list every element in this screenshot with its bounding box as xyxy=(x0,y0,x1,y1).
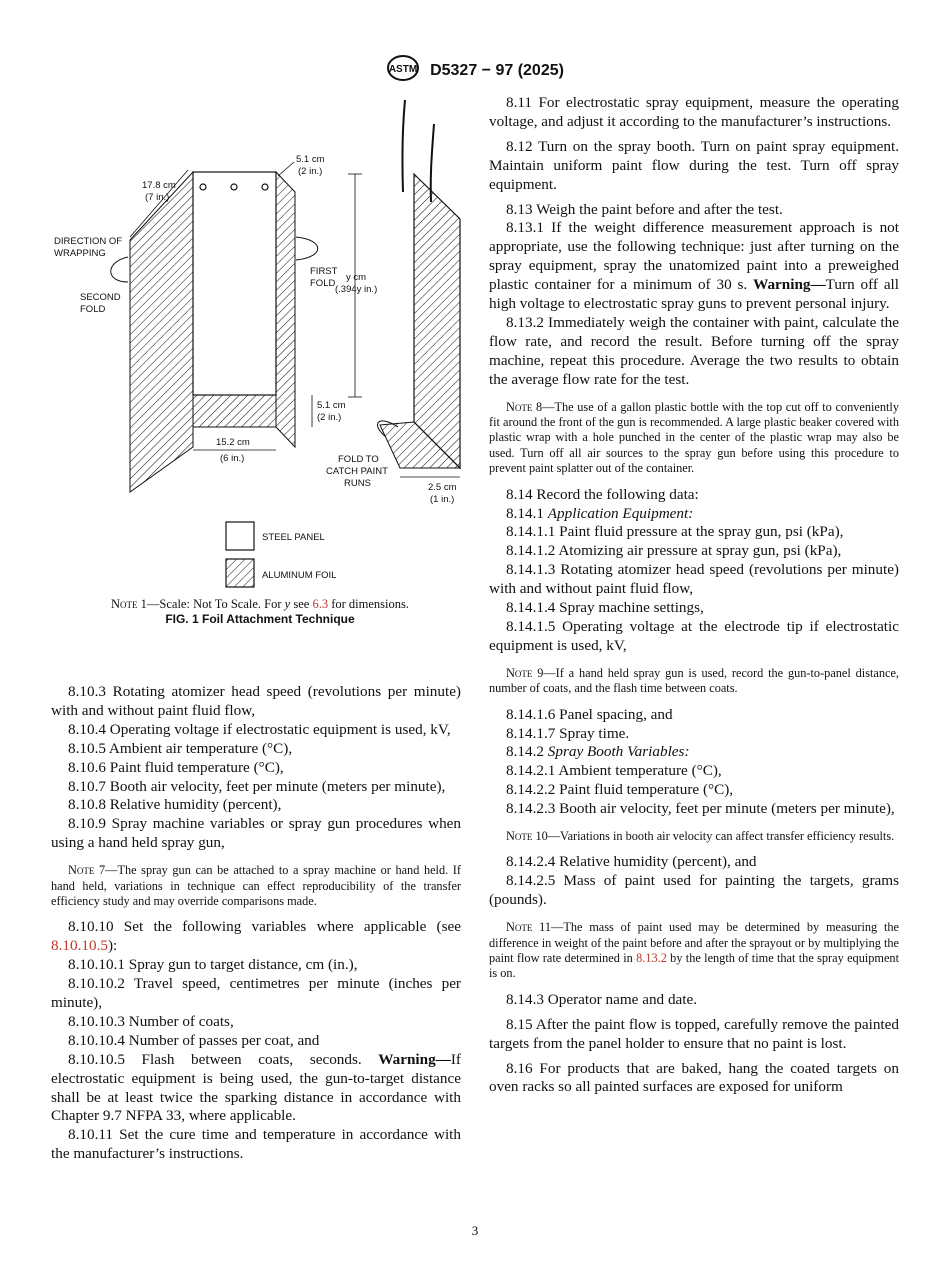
para-8-14-2-1: 8.14.2.1 Ambient temperature (°C), xyxy=(506,762,722,780)
second-fold-label-2: FOLD xyxy=(80,304,106,315)
para-8-12: 8.12 Turn on the spray booth. Turn on paint spray equipment. Maintain uniform paint flow during the test. Turn off spray equipment. xyxy=(489,137,899,193)
steel-panel xyxy=(193,172,276,395)
page-header xyxy=(0,54,950,87)
para-8-14-2-4: 8.14.2.4 Relative humidity (percent), and xyxy=(506,853,757,871)
fold-catch-label-3: RUNS xyxy=(344,478,371,489)
page-number: 3 xyxy=(471,1223,479,1238)
para-8-13: 8.13 Weigh the paint before and after the test. xyxy=(506,200,783,218)
para-8-16: 8.16 For products that are baked, hang the coated targets on oven racks so all painted surfaces are exposed for uniform xyxy=(489,1059,899,1096)
width-dim-label-in: (6 in.) xyxy=(220,453,245,464)
para-8-10-10: 8.10.10 Set the following variables where applicable (see 8.10.10.5): xyxy=(51,918,461,955)
note-8: Note 8—The use of a gallon plastic bottle with the top cut off to conveniently fit around the front of the gun is recommended. A large plastic beaker covered with plastic wrap with a hole punched in the center of the plastic wrap may also be used. Turn off all air sources to the spray gun before using this procedure to prevent paint splatter out of the container. xyxy=(489,399,899,476)
lip-dim-label-in: (1 in.) xyxy=(430,494,455,505)
para-8-10-10-1: 8.10.10.1 Spray gun to target distance, cm (in.), xyxy=(68,956,358,974)
section-8-10-10-5-link[interactable]: 8.10.10.5 xyxy=(51,937,108,955)
para-8-10-5: 8.10.5 Ambient air temperature (°C), xyxy=(68,739,293,757)
legend-foil-swatch xyxy=(226,559,254,587)
para-8-10-11: 8.10.11 Set the cure time and temperature in accordance with the manufacturer’s instructions. xyxy=(51,1126,461,1163)
dim-top-label: 5.1 cm xyxy=(296,154,325,165)
fold-catch-label: FOLD TO xyxy=(338,454,379,465)
para-8-13-2: 8.13.2 Immediately weigh the container with paint, calculate the flow rate, and record the result. Before turning off the spray machine, repeat this procedure. Average the two results to obtain the average flow rate for the test. xyxy=(489,313,899,388)
width-dim-label: 15.2 cm xyxy=(216,437,250,448)
section-6-3-link[interactable]: 6.3 xyxy=(312,597,329,611)
first-fold-arrow xyxy=(296,237,318,260)
dim-top-label-in: (2 in.) xyxy=(298,166,323,177)
bottom-dim-label-in: (2 in.) xyxy=(317,412,342,423)
legend-steel-label: STEEL PANEL xyxy=(262,532,325,543)
para-8-10-7: 8.10.7 Booth air velocity, feet per minute (meters per minute), xyxy=(68,777,446,795)
direction-label-2: WRAPPING xyxy=(54,248,106,259)
para-8-14: 8.14 Record the following data: xyxy=(506,485,699,503)
para-8-14-1-5: 8.14.1.5 Operating voltage at the electrode tip if electrostatic equipment is used, kV, xyxy=(489,617,899,654)
para-8-14-1-7: 8.14.1.7 Spray time. xyxy=(506,724,630,742)
figure-title: FIG. 1 Foil Attachment Technique xyxy=(165,612,355,626)
left-foil-flap xyxy=(130,172,193,492)
legend-foil-label: ALUMINUM FOIL xyxy=(262,570,337,581)
dim-top-line xyxy=(278,162,294,176)
right-foil-flap xyxy=(276,172,295,447)
para-8-10-10-4: 8.10.10.4 Number of passes per coat, and xyxy=(68,1031,320,1049)
para-8-14-2-5: 8.14.2.5 Mass of paint used for painting the targets, grams (pounds). xyxy=(489,872,899,909)
document-id: D5327 − 97 (2025) xyxy=(430,61,564,79)
para-8-10-9: 8.10.9 Spray machine variables or spray gun procedures when using a hand held spray gun, xyxy=(51,815,461,852)
astm-logo xyxy=(386,54,420,87)
note-10: Note 10—Variations in booth air velocity can affect transfer efficiency results. xyxy=(506,829,895,844)
hanger-wire-1 xyxy=(402,100,405,192)
para-8-10-6: 8.10.6 Paint fluid temperature (°C), xyxy=(68,758,284,776)
para-8-14-2-2: 8.14.2.2 Paint fluid temperature (°C), xyxy=(506,781,734,799)
para-8-10-10-2: 8.10.10.2 Travel speed, centimetres per minute (inches per minute), xyxy=(51,975,461,1011)
lip-dim-label: 2.5 cm xyxy=(428,482,457,493)
bottom-foil xyxy=(193,395,276,427)
para-8-11: 8.11 For electrostatic spray equipment, measure the operating voltage, and adjust it according to the manufacturer’s instructions. xyxy=(489,94,899,130)
left-column xyxy=(51,683,461,1164)
para-8-14-1-2: 8.14.1.2 Atomizing air pressure at spray gun, psi (kPa), xyxy=(506,542,842,560)
para-8-13-1: 8.13.1 If the weight difference measurement approach is not appropriate, use the following technique: just after turning on the spray equipment, spray the unatomized paint into a preweighed plastic container for a minimum of 30 s. Warning—Turn off all high voltage to electrostatic spray guns to prevent personal injury. xyxy=(489,219,899,313)
para-8-10-10-5: 8.10.10.5 Flash between coats, seconds. Warning—If electrostatic equipment is being used, the gun-to-target distance shall be at least twice the sparking distance in accordance with Chapter 9.7 NFPA 33, where applicable. xyxy=(51,1050,461,1125)
para-8-14-1-1: 8.14.1.1 Paint fluid pressure at the spray gun, psi (kPa), xyxy=(506,523,844,541)
note-7: Note 7—The spray gun can be attached to a spray machine or hand held. If hand held, variations in technique can effect reproducibility of the transfer efficiency study and may override comparisons made. xyxy=(51,863,461,908)
para-8-14-1: 8.14.1 Application Equipment: xyxy=(506,504,694,522)
svg-text:ASTM: ASTM xyxy=(388,64,418,75)
figure-note: Note 1—Scale: Not To Scale. For y see 6.3 for dimensions. xyxy=(111,597,409,611)
side-view-foil xyxy=(414,174,460,468)
right-column xyxy=(489,94,899,1097)
section-8-13-2-link[interactable]: 8.13.2 xyxy=(636,950,667,965)
astm-logo-mark xyxy=(386,54,420,82)
para-8-14-1-3: 8.14.1.3 Rotating atomizer head speed (revolutions per minute) with and without paint fluid flow, xyxy=(489,561,899,598)
para-8-10-4: 8.10.4 Operating voltage if electrostatic equipment is used, kV, xyxy=(68,720,451,738)
y-dim-label: y cm xyxy=(346,272,367,283)
para-8-10-10-3: 8.10.10.3 Number of coats, xyxy=(68,1012,234,1030)
figure-1 xyxy=(50,92,470,632)
para-8-10-8: 8.10.8 Relative humidity (percent), xyxy=(68,796,282,814)
bottom-dim-label: 5.1 cm xyxy=(317,400,346,411)
para-8-14-2-3: 8.14.2.3 Booth air velocity, feet per minute (meters per minute), xyxy=(506,800,895,818)
legend-steel-swatch xyxy=(226,522,254,550)
para-8-14-1-6: 8.14.1.6 Panel spacing, and xyxy=(506,705,673,723)
note-9: Note 9—If a hand held spray gun is used, record the gun-to-panel distance, number of coats, and the flash time between coats. xyxy=(489,665,899,696)
fold-catch-label-2: CATCH PAINT xyxy=(326,466,388,477)
second-fold-label: SECOND xyxy=(80,292,121,303)
first-fold-label: FIRST xyxy=(310,266,338,277)
note-11: Note 11—The mass of paint used may be determined by measuring the difference in weight of the paint before and after the sprayout or by multiplying the paint flow rate determined in 8.13.2 by the length of time that the spray equipment is on. xyxy=(489,920,899,981)
first-fold-label-2: FOLD xyxy=(310,278,336,289)
para-8-15: 8.15 After the paint flow is topped, carefully remove the painted targets from the panel holder to ensure that no paint is lost. xyxy=(489,1015,899,1052)
y-dim-label-in: (.394y in.) xyxy=(335,284,378,295)
para-8-10-3: 8.10.3 Rotating atomizer head speed (revolutions per minute) with and without paint fluid flow, xyxy=(51,683,461,719)
dim-slant-label-in: (7 in.) xyxy=(145,192,170,203)
para-8-14-3: 8.14.3 Operator name and date. xyxy=(506,990,698,1008)
figure-caption xyxy=(50,597,470,627)
wrap-arrow xyxy=(111,257,128,282)
foil-diagram xyxy=(50,92,470,632)
dim-slant-label: 17.8 cm xyxy=(142,180,176,191)
para-8-14-1-4: 8.14.1.4 Spray machine settings, xyxy=(506,599,704,617)
para-8-14-2: 8.14.2 Spray Booth Variables: xyxy=(506,743,690,761)
direction-label: DIRECTION OF xyxy=(54,236,123,247)
